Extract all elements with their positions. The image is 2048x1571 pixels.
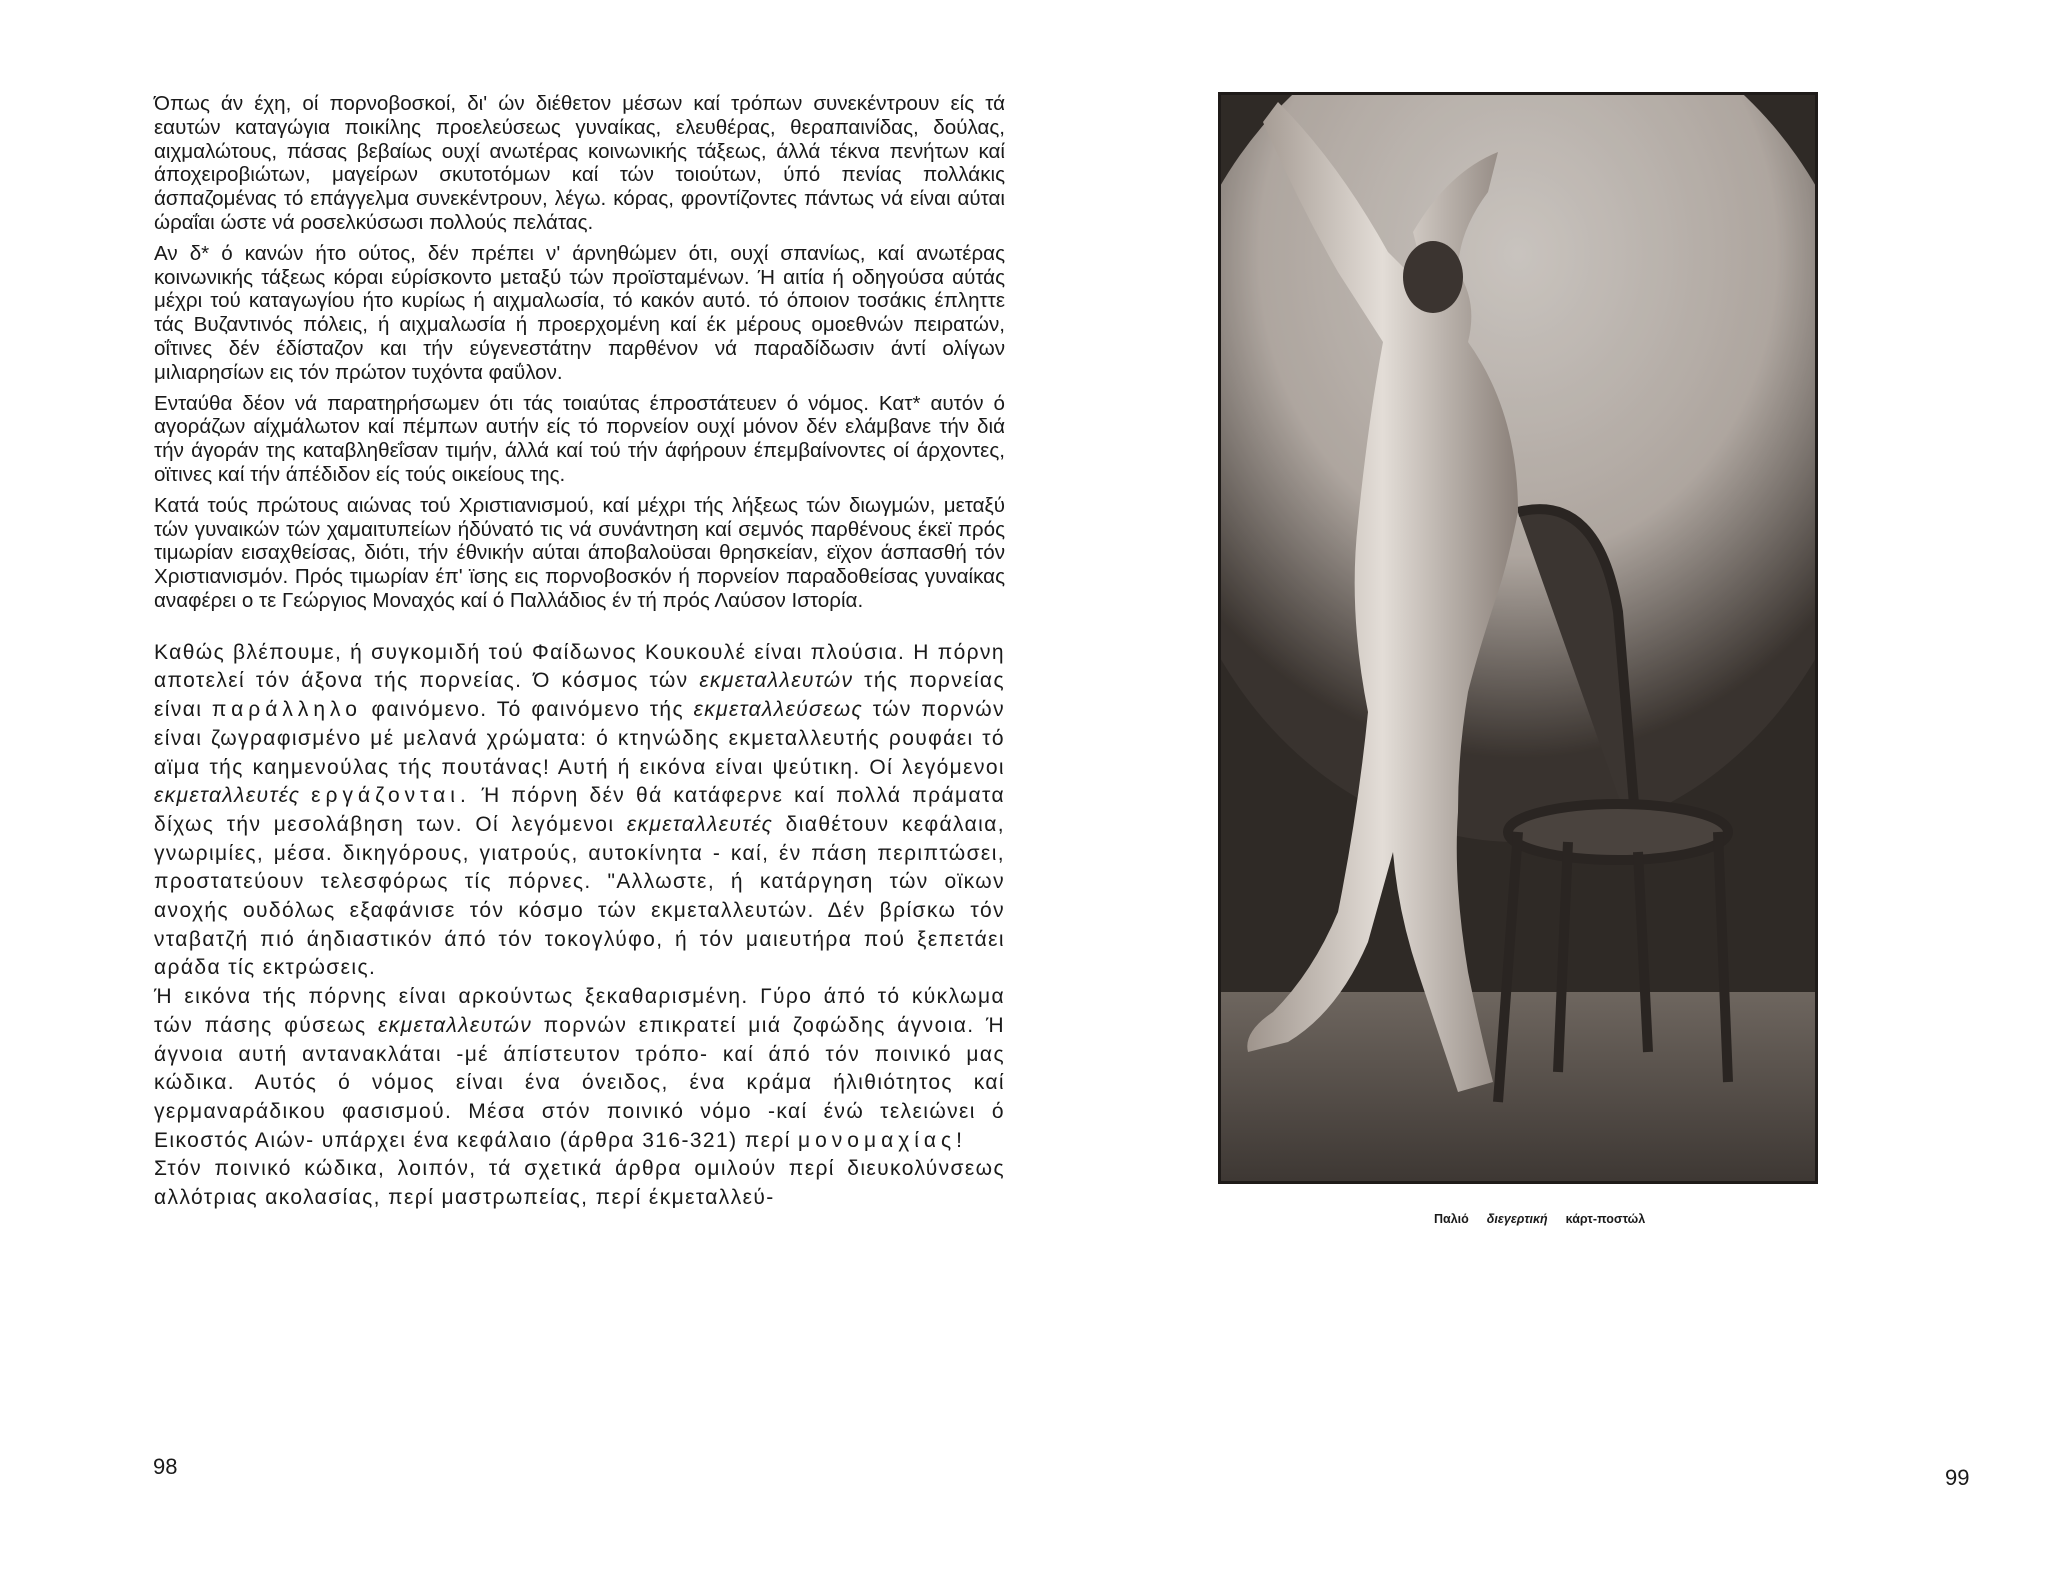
vintage-postcard-photo [1218, 92, 1818, 1184]
italic-term: εκμεταλλεύσεως [693, 698, 864, 722]
paragraph-2: Αν δ* ό κανών ήτο ούτος, δέν πρέπει ν' άρνηθώμεν ότι, ουχί σπανίως, καί ανωτέρας κοινωνικής τάξεως κόραι εύρίσκοντο μεταξύ τών προϊσταμένων. Ή αιτία ή οδηγούσα αύτάς μέχρι τού καταγωγίου ήτο κυρίως ή αιχμαλωσία, τό κακόν αυτό. τό όποιον τοσάκις έπληττε τάς Βυζαντινός πόλεις, ή αιχμαλωσία ή προερχομένη καί έκ μέρους ομοεθνών πειρατών, οΐτινες δέν έδίσταζον και τήν εύγενεστάτην παρθένον νά παραδίδωσιν άντί ολίγων μιλιαρησίων εις τόν πρώτον τυχόντα φαΰλον. [154, 241, 1005, 384]
spaced-term: παράλληλο [211, 698, 362, 722]
text-run: Στόν ποινικό κώδικα, λοιπόν, τά σχετικά άρθρα ομιλούν περί διευκολύνσεως αλλότριας ακολασίας, περί μαστρωπείας, περί έκμεταλλεύ- [154, 1157, 1005, 1210]
text-run [300, 784, 311, 807]
italic-term: εκμεταλλευτές [626, 812, 774, 836]
left-page [154, 92, 1005, 1213]
photo-caption [1434, 1212, 1684, 1226]
italic-term: εκμεταλλευτών [699, 669, 854, 693]
commentary-paragraph-1 [154, 639, 1005, 983]
commentary-paragraph-3 [154, 1155, 1005, 1212]
text-run: Καθώς βλέπουμε, ή συγκομιδή τού Φαίδωνος Κουκουλέ είναι πλούσια. Η πόρνη αποτελεί τόν άξονα τής πορνείας. Ό κόσμος τών [154, 640, 1005, 693]
text-run: τής πορνείας είναι [154, 669, 1005, 722]
text-run: Ή εικόνα τής πόρνης είναι αρκούντως ξεκαθαρισμένη. Γύρο άπό τό κύκλωμα τών πάσης φύσεως [154, 985, 1005, 1037]
caption-word-1: Παλιό [1434, 1212, 1469, 1226]
page-number-left: 98 [153, 1454, 178, 1479]
text-run: τών πορνών είναι ζωγραφισμένο μέ μελανά χρώματα: ό κτηνώδης εκμεταλλευτής ρουφάει τό αϊμα τής καημενούλας τής πουτάνας! Αυτή ή εικόνα είναι ψεύτικη. Οί λεγόμενοι [154, 698, 1005, 779]
paragraph-1: Όπως άν έχη, οί πορνοβοσκοί, δι' ών διέθετον μέσων καί τρόπων συνεκέντρουν είς τά εαυτών καταγώγια ποικίλης προελεύσεως γυναίκας, ελευθέρας, θεραπαινίδας, δούλας, αιχμαλώτους, πάσας βεβαίως ουχί ανωτέρας κοινωνικής τάξεως, άλλά τέκνα πενήτων καί άποχειροβιώτων, μαγείρων σκυτοτόμων καί τών τοιούτων, ύπό πενίας πολλάκις άσπαζομένας τό επάγγελμα συνεκέντρουν, λέγω. κόρας, φροντίζοντες πάντως νά είναι αύται ώραΐαι ώστε νά ροσελκύσωσι πολλούς πελάτας. [154, 92, 1005, 234]
italic-term: εκμεταλλευτών [378, 1013, 533, 1037]
text-run: πορνών επικρατεί μιά ζοφώδης άγνοια. Ή άγνοια αυτή αντανακλάται -μέ άπίστευτον τρόπο- καί άπό τόν ποινικό μας κώδικα. Αυτός ό νόμος είναι ένα όνειδος, ένα κράμα ήλιθιότητος καί γερμαναράδικου φασισμού. Μέσα στόν ποινικό νόμο -καί ένώ τελειώνει ό Εικοστός Αιών- υπάρχει ένα κεφάλαιο (άρθρα 316-321) περί [154, 1013, 1006, 1152]
spaced-term: εργάζονται. [311, 784, 471, 808]
text-run: διαθέτουν κεφάλαια, γνωριμίες, μέσα. δικηγόρους, γιατρούς, αυτοκίνητα - καί, έν πάση περιπτώσει, προστατεύουν τελεσφόρως τίς πόρνες. "Αλλωστε, ή κατάργηση τών οϊκων ανοχής ουδόλως εξαφάνισε τόν κόσμο τών εκμεταλλευτών. Δέν βρίσκω τόν νταβατζή πιό άηδιαστικόν άπό τόν τοκογλύφο, ή τόν μαιευτήρα πού ξεπετάει αράδα τίς εκτρώσεις. [154, 812, 1005, 980]
text-run: φαινόμενο. Τό φαινόμενο τής [361, 698, 694, 722]
italic-term: εκμεταλλευτές [154, 784, 301, 808]
paragraph-4: Κατά τούς πρώτους αιώνας τού Χριστιανισμού, καί μέχρι τής λήξεως τών διωγμών, μεταξύ τών γυναικών τών χαμαιτυπείων ήδύνατό τις νά συνάντηση καί σεμνός παρθένους έκεϊ πρός τιμωρίαν εισαχθείσας, διότι, τήν έθνικήν αύται άποβαλοϋσαι θρησκείαν, εϊχον άσπασθή τόν Χριστιανισμόν. Πρός τιμωρίαν έπ' ϊσης εις πορνοβοσκόν ή πορνείον παραδοθείσας γυναίκας αναφέρει ο τε Γεώργιος Μοναχός καί ό Παλλάδιος έν τή πρός Λαύσον Ιστορία. [154, 493, 1005, 612]
caption-word-2: διεγερτική [1486, 1212, 1548, 1226]
page-number-right: 99 [1945, 1465, 1970, 1490]
commentary-paragraph-2 [154, 983, 1005, 1155]
spaced-term: μονομαχίας! [798, 1128, 967, 1152]
caption-word-3: κάρτ-ποστώλ [1565, 1212, 1646, 1226]
postcard-image [1218, 92, 1818, 1184]
text-run: Ή πόρνη δέν θά κατάφερνε καί πολλά πράματα δίχως τήν μεσολάβηση των. Οί λεγόμενοι [154, 784, 1005, 836]
paragraph-3: Ενταύθα δέον νά παρατηρήσωμεν ότι τάς τοιαύτας έπροστάτευεν ό νόμος. Κατ* αυτόν ό αγοράζων αίχμάλωτον καί πέμπων αυτήν είς τό πορνείον ουχί μόνον δέν ελάμβανε τήν διά τήν άγοράν της καταβληθεΐσαν τιμήν, άλλά καί τού τήν άφήρουν έπεμβαίνοντες οί άρχοντες, οϊτινες καί τήν άπέδιδον είς τούς οικείους της. [154, 391, 1005, 486]
